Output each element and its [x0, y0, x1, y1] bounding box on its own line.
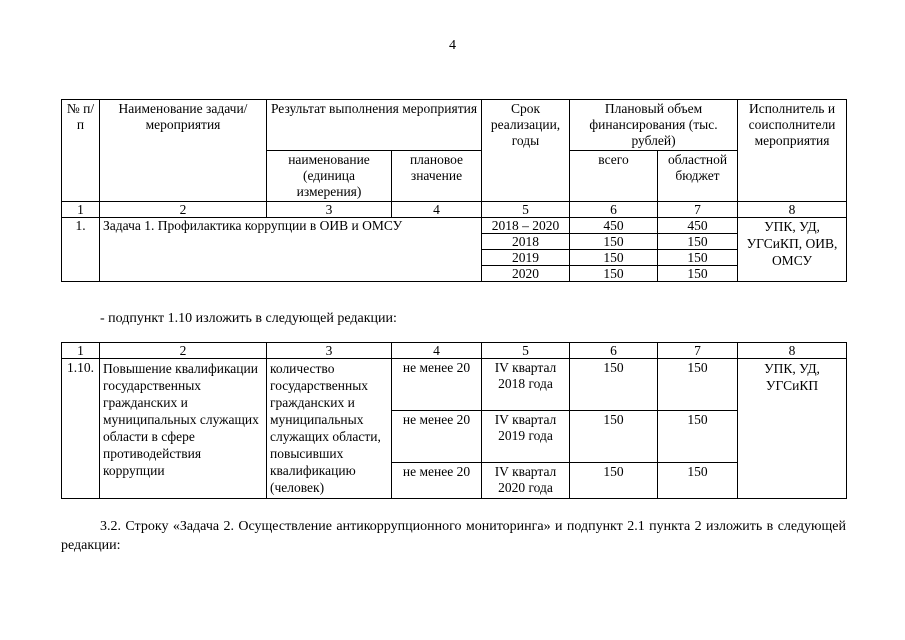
funding-total: 150	[570, 266, 658, 282]
header-result: Результат выполнения мероприятия	[267, 100, 482, 151]
funding-total: 150	[570, 234, 658, 250]
term: IV квартал 2019 года	[482, 411, 570, 463]
funding-regional: 450	[658, 218, 738, 234]
col-number: 2	[100, 202, 267, 218]
column-number-row	[62, 202, 847, 218]
header-result-name: наименование (единица измерения)	[267, 151, 392, 202]
executor: УПК, УД, УГСиКП	[738, 359, 847, 499]
term: IV квартал 2020 года	[482, 463, 570, 499]
row-num: 1.10.	[62, 359, 100, 499]
col-number: 3	[267, 343, 392, 359]
col-number: 7	[658, 202, 738, 218]
year-term: 2018	[482, 234, 570, 250]
col-number: 4	[392, 202, 482, 218]
column-number-row	[62, 343, 847, 359]
paragraph-amendment: 3.2. Строку «Задача 2. Осуществление антикоррупционного мониторинга» и подпункт 2.1 пункта 2 изложить в следующей редакции:	[61, 519, 846, 553]
col-number: 5	[482, 343, 570, 359]
header-funding-regional: областной бюджет	[658, 151, 738, 202]
col-number: 6	[570, 343, 658, 359]
header-executor: Исполнитель и соисполнители мероприятия	[738, 100, 847, 202]
paragraph-subitem-note: - подпункт 1.10 изложить в следующей редакции:	[100, 311, 397, 326]
col-number: 4	[392, 343, 482, 359]
col-number: 7	[658, 343, 738, 359]
planned-value: не менее 20	[392, 463, 482, 499]
funding-total: 150	[570, 250, 658, 266]
header-row	[62, 100, 847, 151]
term: IV квартал 2018 года	[482, 359, 570, 411]
planned-value: не менее 20	[392, 359, 482, 411]
col-number: 8	[738, 202, 847, 218]
table-row	[62, 359, 847, 411]
col-number: 8	[738, 343, 847, 359]
header-term: Срок реализации, годы	[482, 100, 570, 202]
funding-regional: 150	[658, 250, 738, 266]
row-num: 1.	[62, 218, 100, 282]
funding-regional: 150	[658, 411, 738, 463]
col-number: 1	[62, 202, 100, 218]
funding-regional: 150	[658, 359, 738, 411]
table-row	[62, 218, 847, 234]
header-funding-total: всего	[570, 151, 658, 202]
header-name: Наименование задачи/мероприятия	[100, 100, 267, 202]
funding-regional: 150	[658, 463, 738, 499]
task-name: Задача 1. Профилактика коррупции в ОИВ и ОМСУ	[100, 218, 482, 282]
year-term: 2019	[482, 250, 570, 266]
page-number: 4	[449, 38, 456, 53]
plan-table-1	[61, 99, 847, 282]
funding-total: 150	[570, 463, 658, 499]
col-number: 2	[100, 343, 267, 359]
header-result-value: плановое значение	[392, 151, 482, 202]
executor: УПК, УД, УГСиКП, ОИВ, ОМСУ	[738, 218, 847, 282]
col-number: 6	[570, 202, 658, 218]
funding-regional: 150	[658, 234, 738, 250]
col-number: 3	[267, 202, 392, 218]
funding-regional: 150	[658, 266, 738, 282]
indicator-name: количество государственных гражданских и муниципальных служащих области, повысивших квалификацию (человек)	[267, 359, 392, 499]
header-num: № п/п	[62, 100, 100, 202]
funding-total: 450	[570, 218, 658, 234]
plan-table-2	[61, 342, 847, 499]
year-term: 2020	[482, 266, 570, 282]
activity-name: Повышение квалификации государственных гражданских и муниципальных служащих области в сфере противодействия коррупции	[100, 359, 267, 499]
col-number: 5	[482, 202, 570, 218]
year-term: 2018 – 2020	[482, 218, 570, 234]
funding-total: 150	[570, 411, 658, 463]
funding-total: 150	[570, 359, 658, 411]
col-number: 1	[62, 343, 100, 359]
planned-value: не менее 20	[392, 411, 482, 463]
header-funding: Плановый объем финансирования (тыс. рублей)	[570, 100, 738, 151]
